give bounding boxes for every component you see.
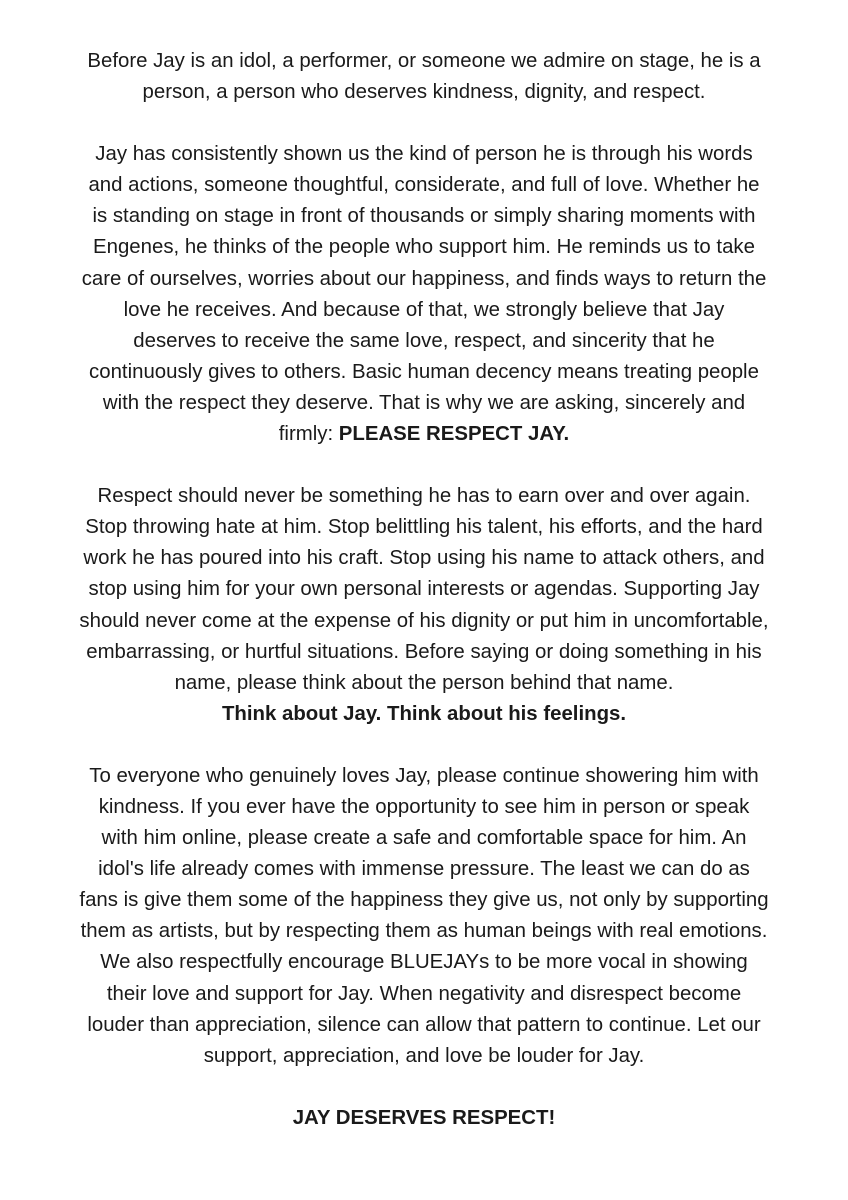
text-line: We also respectfully encourage BLUEJAYs to be more vocal in showing — [100, 951, 748, 974]
text-line: work he has poured into his craft. Stop using his name to attack others, and — [83, 547, 765, 570]
text-line: idol's life already comes with immense pressure. The least we can do as — [98, 858, 750, 881]
statement-document — [38, 46, 810, 1134]
text-line: Jay has consistently shown us the kind of person he is through his words — [95, 143, 753, 166]
text-line: love he receives. And because of that, we strongly believe that Jay — [123, 298, 725, 321]
text-line: deserves to receive the same love, respect, and sincerity that he — [133, 329, 715, 352]
text-line: care of ourselves, worries about our happiness, and finds ways to return the — [81, 267, 767, 290]
text-line: kindness. If you ever have the opportunity to see him in person or speak — [98, 795, 750, 818]
text-line: continuously gives to others. Basic human decency means treating people — [89, 360, 759, 383]
text-line: Before Jay is an idol, a performer, or someone we admire on stage, he is a — [87, 50, 761, 72]
text-line: with the respect they deserve. That is why we are asking, sincerely and — [102, 391, 746, 414]
text-line: person, a person who deserves kindness, dignity, and respect. — [142, 81, 706, 104]
text-line: Respect should never be something he has to earn over and over again. — [97, 485, 751, 508]
text-line: louder than appreciation, silence can allow that pattern to continue. Let our — [87, 1013, 761, 1036]
paragraph-stop-hate — [38, 481, 810, 730]
text-line: To everyone who genuinely loves Jay, please continue showering him with — [89, 764, 759, 787]
text-line: is standing on stage in front of thousands or simply sharing moments with — [92, 205, 756, 228]
text-line: them as artists, but by respecting them as human beings with real emotions. — [80, 920, 768, 943]
text-line: stop using him for your own personal interests or agendas. Supporting Jay — [88, 578, 760, 601]
closing-statement: JAY DESERVES RESPECT! — [292, 1106, 556, 1129]
text-line: Stop throwing hate at him. Stop belittling his talent, his efforts, and the hard — [85, 516, 763, 539]
text-line: Engenes, he thinks of the people who support him. He reminds us to take — [93, 236, 755, 259]
text-line: name, please think about the person behind that name. — [174, 671, 674, 694]
text-line: embarrassing, or hurtful situations. Before saying or doing something in his — [86, 640, 762, 663]
text-prefix: firmly: — [278, 423, 339, 446]
paragraph-kindness — [38, 761, 810, 1072]
text-line: support, appreciation, and love be louder for Jay. — [203, 1044, 645, 1067]
text-line: with him online, please create a safe and comfortable space for him. An — [101, 827, 747, 850]
text-line: should never come at the expense of his dignity or put him in uncomfortable, — [79, 609, 769, 632]
text-line-with-emphasis — [38, 419, 810, 450]
emphasis-please-respect-jay: PLEASE RESPECT JAY. — [338, 423, 570, 446]
text-line: and actions, someone thoughtful, considerate, and full of love. Whether he — [88, 174, 760, 197]
text-line: their love and support for Jay. When negativity and disrespect become — [106, 982, 742, 1005]
paragraph-intro — [38, 46, 810, 108]
emphasis-think-about-jay: Think about Jay. Think about his feelings. — [221, 702, 627, 725]
text-line: fans is give them some of the happiness they give us, not only by supporting — [79, 889, 769, 912]
paragraph-character — [38, 139, 810, 450]
